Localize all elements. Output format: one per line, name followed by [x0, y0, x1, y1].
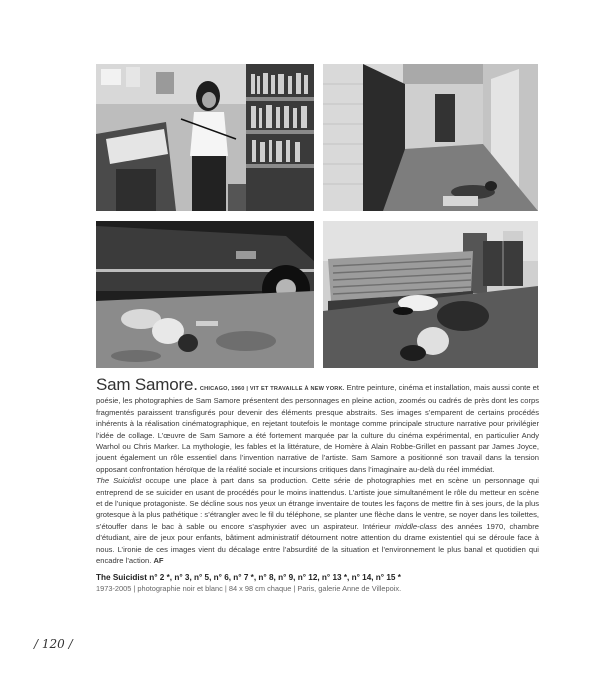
- author-initials: AF: [153, 556, 164, 566]
- photo-car-body: [96, 221, 314, 368]
- bio-text-1: Entre peinture, cinéma et installation, mais aussi conte et poésie, les photographies de Sam Samore présentent des personnages en pleine action, zoomés ou cadrés de près dont les corps fragmentés paraissent transfigurés pour devenir des éléments presque abstraits. Ses images s’emparent de certains procédés inhérents à la réalisation cinématographique, en rejetant toutefois le montage comme principale structure narrative pour privilégier l’idée de collage. L’œuvre de Sam Samore a été fortement marquée par la culture du cinéma expérimental, en particulier Andy Warhol ou Chris Marker. La mythologie, les fables et la littérature, de Homère à Alain Robbe-Grillet en passant par James Joyce, jouent également un rôle essentiel dans l’invention narrative de l’artiste. Sam Samore a positionné son travail dans la tension opposant confrontation héroïque de la réalité sociale et incursions critiques dans l’imaginaire au-delà du réel immédiat.: [96, 383, 539, 474]
- page-number: / 120 /: [34, 637, 73, 651]
- photo-hallway-body: [323, 64, 538, 211]
- artist-location: VIT ET TRAVAILLE À NEW YORK.: [249, 386, 345, 392]
- photo-office-arrow: [96, 64, 314, 211]
- artist-name: Sam Samore.: [96, 375, 198, 394]
- middle-class-italic: middle-class: [394, 521, 437, 531]
- series-title-italic: The Suicidist: [96, 476, 142, 486]
- photo-sofa-body: [323, 221, 538, 368]
- bio-text-2b: des années 1970, chambre d’étudiant, aire de jeux pour enfants, bâtiment administratif détournent notre attention du drame existentiel qui se déroule face à nous. L’ironie de ces images vient du décalage entre l’absurdité de la situation et l’environnement le plus banal et quotidien qui encadre l’action.: [96, 521, 539, 566]
- caption-details: 1973-2005 | photographie noir et blanc | 84 x 98 cm chaque | Paris, galerie Anne de Villepoix.: [96, 583, 402, 593]
- caption-title: The Suicidist n° 2 *, n° 3, n° 5, n° 6, n° 7 *, n° 8, n° 9, n° 12, n° 13 *, n° 14, n° 15 *: [96, 572, 401, 582]
- meta-separator: |: [244, 386, 250, 392]
- bio-paragraph-1: [96, 375, 539, 475]
- artist-text-block: [96, 375, 539, 594]
- bio-text-2a: occupe une place à part dans sa production. Cette série de photographies met en scène un personnage qui entreprend de se suicider en usant de procédés pour le moins inattendus. L’artiste joue simultanément le rôle du metteur en scène et de l’unique protagoniste. Se décline sous nos yeux un étrange inventaire de toutes les façons de mettre fin à ses jours, de la plus grotesque à la plus pathétique : s’étrangler avec le fil du téléphone, se planter une flèche dans le ventre, se noyer dans les toilettes, s’étouffer dans le bac à sable ou encore s’asphyxier avec un aspirateur. Intérieur: [96, 476, 539, 531]
- artist-birth-info: CHICAGO, 1960: [199, 386, 245, 392]
- bio-paragraph-2: [96, 475, 539, 566]
